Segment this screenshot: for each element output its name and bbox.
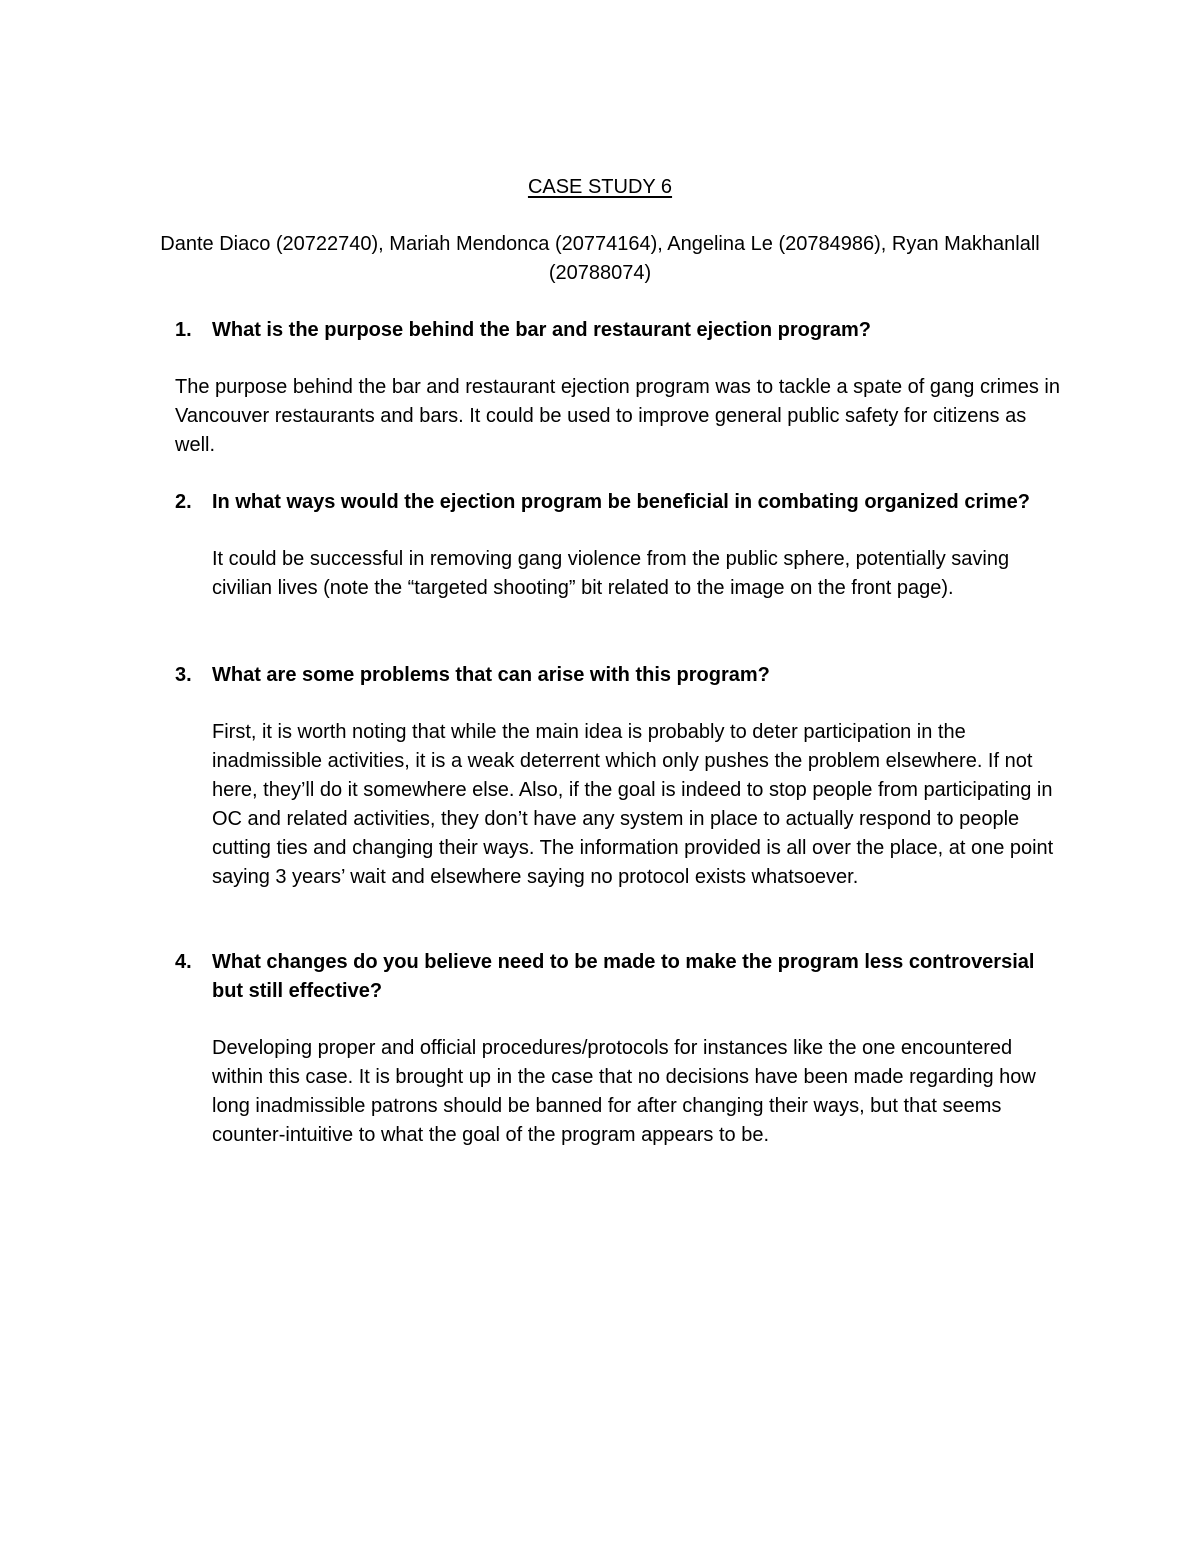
answer-2: It could be successful in removing gang violence from the public sphere, potentially saving civilian lives (note the “targeted shooting” bit related to the image on the front page).: [212, 548, 1010, 599]
question-text: In what ways would the ejection program be beneficial in combating organized crime?: [212, 491, 1030, 513]
question-number: 3.: [175, 664, 192, 686]
question-number: 1.: [175, 319, 192, 341]
answer-1: The purpose behind the bar and restaurant ejection program was to tackle a spate of gang crimes in Vancouver restaurants and bars. It could be used to improve general public safety for citizens as well.: [175, 376, 1060, 456]
question-4: [175, 948, 1060, 1006]
question-text: What is the purpose behind the bar and restaurant ejection program?: [212, 319, 871, 341]
question-text: What are some problems that can arise with this program?: [212, 664, 770, 686]
answer-3: First, it is worth noting that while the main idea is probably to deter participation in the inadmissible activities, it is a weak deterrent which only pushes the problem elsewhere. If not here, they’ll do it somewhere else. Also, if the goal is indeed to stop people from participating in OC and related activities, they don’t have any system in place to actually respond to people cutting ties and changing their ways. The information provided is all over the place, at one point saying 3 years’ wait and elsewhere saying no protocol exists whatsoever.: [212, 721, 1054, 888]
question-1: [175, 316, 1060, 345]
document-title: CASE STUDY 6: [527, 176, 673, 198]
question-3: [175, 661, 1060, 690]
author-list: Dante Diaco (20722740), Mariah Mendonca (20774164), Angelina Le (20784986), Ryan Makhanlall (20788074): [160, 233, 1040, 284]
answer-4: Developing proper and official procedures/protocols for instances like the one encountered within this case. It is brought up in the case that no decisions have been made regarding how long inadmissible patrons should be banned for after changing their ways, but that seems counter-intuitive to what the goal of the program appears to be.: [212, 1037, 1036, 1146]
question-text: What changes do you believe need to be made to make the program less controversial but still effective?: [212, 951, 1035, 1002]
question-number: 2.: [175, 491, 192, 513]
question-2: [175, 488, 1060, 517]
question-number: 4.: [175, 951, 192, 973]
